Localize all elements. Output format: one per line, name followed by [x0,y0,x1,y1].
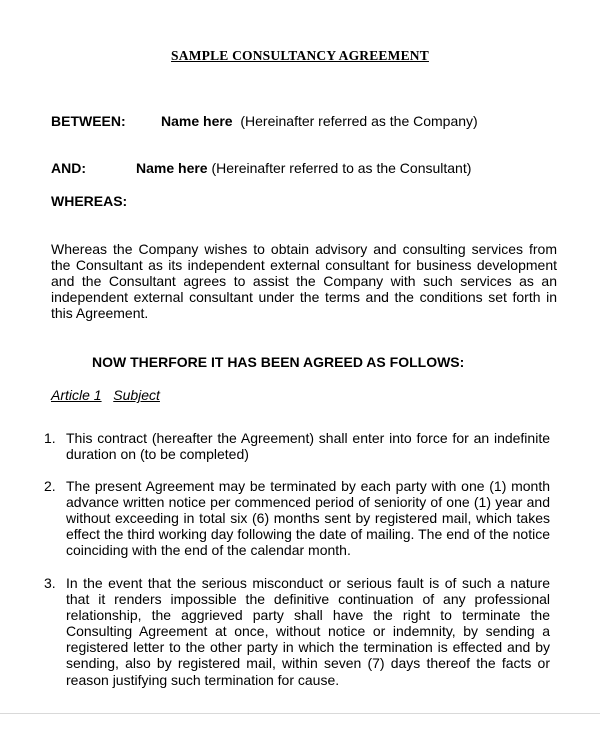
page-bottom-edge [0,713,600,714]
document-title: SAMPLE CONSULTANCY AGREEMENT [171,48,429,63]
between-label [51,113,126,129]
between-name: Name here [161,113,233,129]
agreed-heading: NOW THERFORE IT HAS BEEN AGREED AS FOLLOWS: [92,354,465,370]
between-label-text: BETWEEN: [51,113,126,129]
article-number: Article 1 [51,387,102,403]
whereas-label: WHEREAS: [51,193,128,209]
and-name: Name here [136,160,208,176]
article-subject: Subject [113,387,160,403]
article-heading [51,387,160,403]
between-description: (Hereinafter referred as the Company) [240,113,478,129]
list-item-number: 2. [44,478,56,494]
list-item-text: The present Agreement may be terminated by each party with one (1) month advance written notice per commenced period of seniority of one (1) year and without exceeding in total six (6) months sent by registered mail, which takes effect the third working day following the date of mailing. The end of the notice coinciding with the end of the calendar month. [66,478,550,559]
list-item-number: 3. [44,575,56,591]
and-label [51,160,86,176]
whereas-paragraph: Whereas the Company wishes to obtain advisory and consulting services from the Consultant as its independent external consultant for business development and the Consultant agrees to assist the Company with such services as an independent external consultant under the terms and the conditions set forth in this Agreement. [51,241,557,322]
between-party [161,113,478,129]
and-party [136,160,471,176]
list-item-text: This contract (hereafter the Agreement) shall enter into force for an indefinite duration on (to be completed) [66,430,550,463]
list-item-text: In the event that the serious misconduct or serious fault is of such a nature that it renders impossible the definitive continuation of any professional relationship, the aggrieved party shall have the right to terminate the Consulting Agreement at once, without notice or indemnity, by sending a registered letter to the other party in which the termination is effected and by sending, also by registered mail, within seven (7) days thereof the facts or reason justifying such termination for cause. [66,575,550,688]
and-description: (Hereinafter referred to as the Consultant) [211,160,472,176]
and-label-text: AND: [51,160,86,176]
list-item-number: 1. [44,430,56,446]
